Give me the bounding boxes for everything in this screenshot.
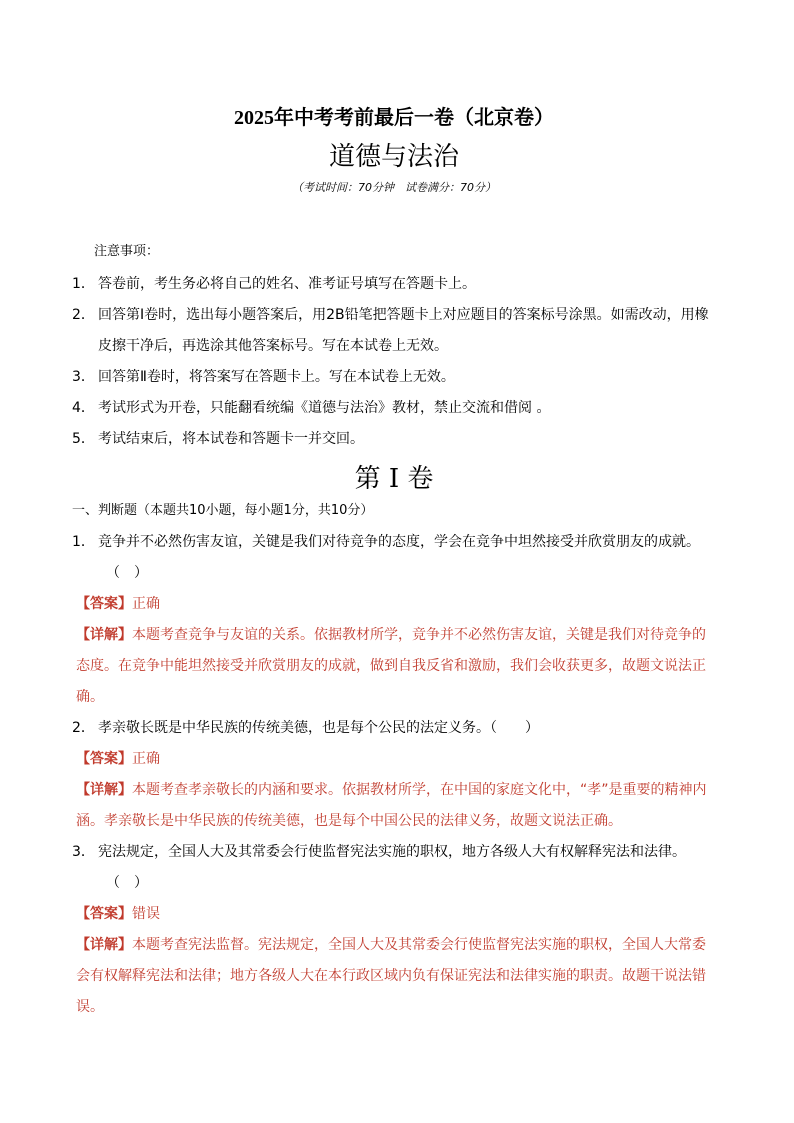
notice-item xyxy=(72,393,716,424)
answer-value: 正确 xyxy=(132,596,160,612)
notice-text: 考试形式为开卷，只能翻看统编《道德与法治》教材，禁止交流和借阅 。 xyxy=(98,400,551,416)
answer-tag: 【答案】 xyxy=(76,906,132,922)
notice-text: 考试结束后，将本试卷和答题卡一并交回。 xyxy=(98,431,364,447)
question-number: 2． xyxy=(72,720,95,736)
notice-text: 答卷前，考生务必将自己的姓名、准考证号填写在答题卡上。 xyxy=(98,276,476,292)
notice-text: 回答第Ⅱ卷时，将答案写在答题卡上。写在本试卷上无效。 xyxy=(98,369,455,385)
explanation xyxy=(72,775,716,837)
notice-item xyxy=(72,269,716,300)
answer-line xyxy=(72,899,716,930)
answer-blank: （ ） xyxy=(106,875,148,891)
notice-number: 3． xyxy=(72,369,95,385)
notice-number: 4． xyxy=(72,400,95,416)
notice-number: 1． xyxy=(72,276,95,292)
notice-heading: 注意事项： xyxy=(94,244,160,259)
section-heading: 一、判断题（本题共10小题，每小题1分，共10分） xyxy=(72,503,374,518)
exam-info: （考试时间：70分钟 试卷满分：70分） xyxy=(292,181,496,194)
part-title: 第 I 卷 xyxy=(354,464,434,494)
explanation-tag: 【详解】 xyxy=(76,782,132,798)
notice-number: 2． xyxy=(72,307,95,323)
question-number: 3． xyxy=(72,844,95,860)
explanation-text: 本题考查宪法监督。宪法规定，全国人大及其常委会行使监督宪法实施的职权，全国人大常委会有权解释宪法和法律；地方各级人大在本行政区域内负有保证宪法和法律实施的职责。故题干说法错误。 xyxy=(76,937,706,1015)
notice-item xyxy=(72,362,716,393)
explanation-tag: 【详解】 xyxy=(76,937,132,953)
explanation-text: 本题考查孝亲敬长的内涵和要求。依据教材所学，在中国的家庭文化中，“孝”是重要的精神内涵。孝亲敬长是中华民族的传统美德，也是每个中国公民的法律义务，故题文说法正确。 xyxy=(76,782,707,829)
answer-blank-line xyxy=(72,868,716,899)
answer-value: 正确 xyxy=(132,751,160,767)
notice-text: 回答第Ⅰ卷时，选出每小题答案后，用2B铅笔把答题卡上对应题目的答案标号涂黑。如需改动，用橡皮擦干净后，再选涂其他答案标号。写在本试卷上无效。 xyxy=(98,307,709,354)
subject-title: 道德与法治 xyxy=(328,142,459,172)
question-text: 孝亲敬长既是中华民族的传统美德，也是每个公民的法定义务。（ ） xyxy=(98,720,539,736)
question-block xyxy=(72,527,716,713)
answer-blank: （ ） xyxy=(106,565,148,581)
notice-item xyxy=(72,424,716,455)
notice-item xyxy=(72,300,716,362)
answer-line xyxy=(72,744,716,775)
question-number: 1． xyxy=(72,534,95,550)
notice-list xyxy=(72,269,716,455)
answer-blank-line xyxy=(72,558,716,589)
question-text: 宪法规定，全国人大及其常委会行使监督宪法实施的职权，地方各级人大有权解释宪法和法律。 xyxy=(98,844,686,860)
exam-title: 2025年中考考前最后一卷（北京卷） xyxy=(234,107,554,129)
question-stem xyxy=(72,713,716,744)
question-block xyxy=(72,713,716,837)
answer-value: 错误 xyxy=(132,906,160,922)
answer-tag: 【答案】 xyxy=(76,751,132,767)
question-text: 竞争并不必然伤害友谊，关键是我们对待竞争的态度，学会在竞争中坦然接受并欣赏朋友的成就。 xyxy=(98,534,700,550)
question-block xyxy=(72,837,716,1023)
explanation-tag: 【详解】 xyxy=(76,627,132,643)
explanation xyxy=(72,930,716,1023)
explanation xyxy=(72,620,716,713)
question-stem xyxy=(72,527,716,558)
explanation-text: 本题考查竞争与友谊的关系。依据教材所学，竞争并不必然伤害友谊，关键是我们对待竞争的态度。在竞争中能坦然接受并欣赏朋友的成就，做到自我反省和激励，我们会收获更多，故题文说法正确。 xyxy=(76,627,706,705)
answer-line xyxy=(72,589,716,620)
answer-tag: 【答案】 xyxy=(76,596,132,612)
notice-number: 5． xyxy=(72,431,95,447)
question-stem xyxy=(72,837,716,868)
